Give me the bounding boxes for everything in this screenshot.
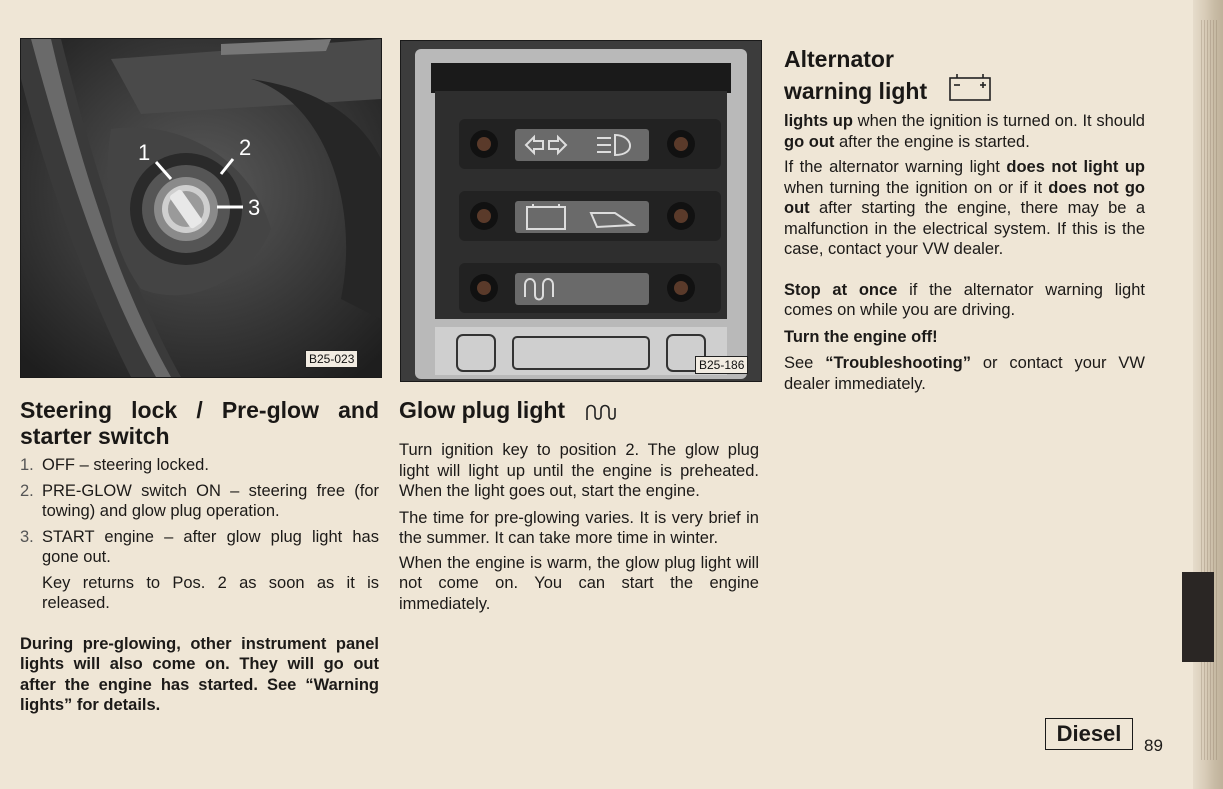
page-number: 89 xyxy=(1144,736,1163,755)
list-item: 3. START engine – after glow plug light has gone out. xyxy=(20,527,379,566)
glow-plug-title: Glow plug light xyxy=(399,397,566,423)
glow-plug-heading xyxy=(399,397,759,423)
thumb-index-tab xyxy=(1182,572,1214,662)
list-item: 1. OFF – steering locked. xyxy=(20,456,209,474)
figure-label-ignition: B25-023 xyxy=(305,350,358,368)
alternator-para-2: If the alternator warning light does not light up when turning the ignition on or if it does not go out after starting the engine, there may be a malfunction in the electrical system. If this is the case, contact your VW dealer. xyxy=(784,158,1145,258)
steering-lock-section xyxy=(20,397,379,716)
ignition-switch-figure xyxy=(20,38,382,378)
callout-3: 3 xyxy=(248,195,261,220)
steering-steps-list xyxy=(20,455,379,568)
alternator-section xyxy=(784,46,1145,394)
figure-label-panel: B25-186 xyxy=(695,356,748,374)
warning-panel-figure xyxy=(400,40,762,382)
glow-para-2: The time for pre-glowing varies. It is very brief in the summer. It can take more time in winter. xyxy=(399,508,759,547)
preglow-bold-note: During pre-glowing, other instrument panel lights will also come on. They will go out after the engine has started. See “Warning lights” for details. xyxy=(20,634,379,714)
alternator-para-4: Turn the engine off! xyxy=(784,327,938,346)
glow-plug-section xyxy=(399,397,759,614)
warning-panel-photo xyxy=(401,41,761,381)
glow-para-1: Turn ignition key to position 2. The glow plug light will light up until the engine is preheated. When the light goes out, start the engine. xyxy=(399,441,759,500)
alternator-para-1: lights up when the ignition is turned on. It should go out after the engine is started. xyxy=(784,112,1145,151)
callout-1: 1 xyxy=(138,140,151,165)
alternator-para-3: Stop at once if the alternator warning light comes on while you are driving. xyxy=(784,280,1145,319)
key-return-note: Key returns to Pos. 2 as soon as it is released. xyxy=(42,573,379,612)
alternator-title-line2: warning light xyxy=(784,78,928,104)
list-item: 2. PRE-GLOW switch ON – steering free (for towing) and glow plug operation. xyxy=(20,481,379,520)
glow-plug-icon xyxy=(585,402,619,422)
alternator-heading xyxy=(784,46,1145,104)
steering-lock-heading: Steering lock / Pre-glow and starter switch xyxy=(20,397,379,449)
alternator-para-5: See “Troubleshooting” or contact your VW dealer immediately. xyxy=(784,354,1145,393)
glow-para-3: When the engine is warm, the glow plug light will not come on. You can start the engine immediately. xyxy=(399,553,759,613)
callout-2: 2 xyxy=(239,135,252,160)
alternator-title-line1: Alternator xyxy=(784,46,894,72)
battery-icon xyxy=(948,72,992,102)
ignition-switch-photo xyxy=(21,39,381,377)
section-tag-diesel: Diesel xyxy=(1045,718,1133,750)
